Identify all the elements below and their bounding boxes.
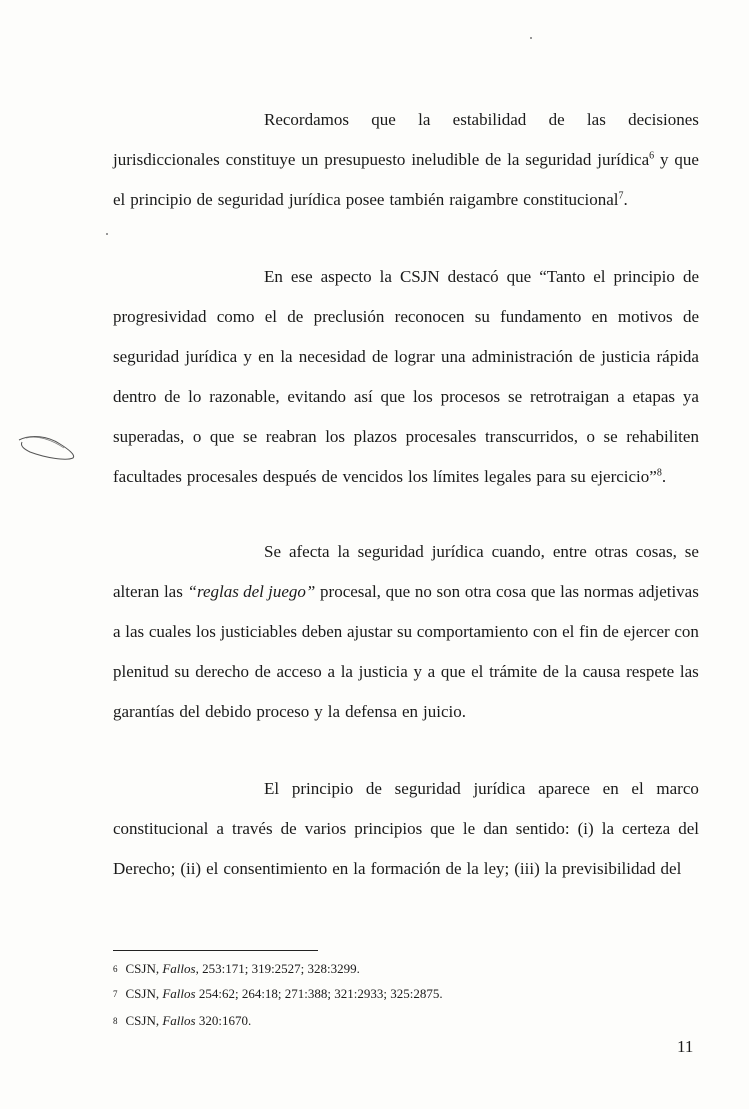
word: que: [440, 662, 466, 681]
footnote-title: Fallos: [162, 986, 196, 1001]
word: de: [280, 819, 297, 838]
word: cuando,: [491, 542, 545, 561]
footnote-mark: 7: [113, 989, 118, 999]
word: ineludible: [411, 150, 480, 169]
word: principios: [354, 819, 423, 838]
word: los: [195, 622, 216, 641]
word: para: [536, 467, 566, 486]
word: o: [586, 427, 595, 446]
word: acceso: [276, 662, 322, 681]
word: que: [371, 110, 396, 129]
paragraph-seguridad-juridica: [113, 100, 699, 220]
word: entre: [552, 542, 587, 561]
word: presupuesto: [324, 150, 406, 169]
footnote-divider: [113, 950, 318, 951]
text-line: [113, 809, 699, 849]
word: las: [125, 622, 145, 641]
word: deben: [301, 622, 343, 641]
footnote-title: Fallos: [162, 961, 196, 976]
word: a: [327, 662, 335, 681]
word: derecho: [195, 662, 250, 681]
word: de: [196, 190, 213, 209]
footnote-8: [113, 1013, 251, 1029]
word: aparece: [538, 779, 590, 798]
word: y: [413, 662, 422, 681]
word: ya: [682, 387, 699, 406]
word: etapas: [632, 387, 675, 406]
word: El: [264, 779, 280, 798]
word: seguridad: [217, 190, 284, 209]
word: posee: [345, 190, 385, 209]
word: varios: [304, 819, 347, 838]
word: ejercicio”: [590, 467, 657, 486]
word: trámite: [489, 662, 538, 681]
footnote-title: Fallos: [162, 1013, 196, 1028]
word: decisiones: [628, 110, 699, 129]
word: de: [365, 779, 382, 798]
text-line: [113, 769, 699, 809]
scan-speck: [106, 233, 108, 235]
word: jurídica: [473, 779, 526, 798]
word: que: [385, 582, 411, 601]
word: se: [684, 542, 699, 561]
footnote-refs: 254:62; 264:18; 271:388; 321:2933; 325:2875.: [195, 986, 443, 1001]
word: cosas,: [635, 542, 677, 561]
word: Derecho;: [113, 859, 176, 878]
word: la: [280, 347, 293, 366]
footnote-mark: 6: [113, 964, 118, 974]
word: fundamento: [500, 307, 582, 326]
word: rápida: [656, 347, 699, 366]
word: marco: [656, 779, 699, 798]
word: su: [396, 622, 413, 641]
text-line: [113, 180, 699, 220]
word: en: [258, 347, 275, 366]
word: seguridad: [113, 347, 180, 366]
word: garantías: [113, 702, 175, 721]
word: principio: [291, 779, 354, 798]
word: Recordamos: [264, 110, 349, 129]
word: en: [591, 307, 608, 326]
word: alteran: [113, 582, 160, 601]
text-line: [113, 257, 699, 297]
word: jurídica: [185, 347, 238, 366]
footnote-reference: 7: [618, 190, 624, 202]
word: formación: [370, 859, 441, 878]
word: y: [660, 150, 669, 169]
text-line: [113, 652, 699, 692]
word: del: [179, 702, 201, 721]
word: reabran: [265, 427, 317, 446]
word: la: [418, 110, 431, 129]
word: afecta: [288, 542, 330, 561]
word: jurídica: [288, 190, 341, 209]
word: no: [414, 582, 432, 601]
word: como: [216, 307, 255, 326]
word: adjetivas: [638, 582, 699, 601]
word: su: [570, 467, 586, 486]
footnote-mark: 8: [113, 1016, 118, 1026]
word: través: [231, 819, 273, 838]
word: de: [485, 150, 502, 169]
word: con: [674, 622, 699, 641]
word: motivos: [617, 307, 673, 326]
word: y: [243, 347, 252, 366]
word-with-footnote-ref: [523, 180, 628, 220]
word: el: [471, 662, 484, 681]
word: seguridad: [394, 779, 461, 798]
word: respete: [626, 662, 675, 681]
word: que: [506, 267, 532, 286]
word: procesales: [405, 427, 477, 446]
word: en: [332, 859, 349, 878]
word: reconocen: [394, 307, 465, 326]
word: necesidad: [298, 347, 366, 366]
word: la: [507, 150, 520, 169]
word: la: [601, 819, 614, 838]
word: rehabiliten: [626, 427, 699, 446]
word: otras: [594, 542, 628, 561]
punctuation: .: [661, 467, 667, 486]
word: de: [321, 467, 338, 486]
footnote-refs: , 253:171; 319:2527; 328:3299.: [195, 961, 360, 976]
word: otra: [464, 582, 492, 601]
word: seguridad: [357, 542, 424, 561]
word: estabilidad: [452, 110, 527, 129]
word: dan: [483, 819, 508, 838]
footnote-source: CSJN,: [125, 961, 160, 976]
word: (i): [577, 819, 594, 838]
text-line: [113, 849, 699, 889]
word: razonable,: [209, 387, 280, 406]
word: progresividad: [113, 307, 207, 326]
word: “Tanto: [539, 267, 586, 286]
word: una: [441, 347, 466, 366]
word: administración: [471, 347, 573, 366]
text-line: [113, 377, 699, 417]
word: de: [548, 110, 565, 129]
word: causa: [582, 662, 621, 681]
word: los: [408, 467, 428, 486]
text-line: [113, 532, 699, 572]
word: a: [113, 622, 121, 641]
word-with-footnote-ref: [597, 140, 654, 180]
word: la: [466, 859, 479, 878]
word: cosa: [495, 582, 527, 601]
word: y: [314, 702, 323, 721]
word: el: [113, 190, 126, 209]
word: de: [682, 307, 699, 326]
word: el: [562, 622, 575, 641]
word: fin: [579, 622, 598, 641]
footnote-reference: 6: [649, 150, 655, 162]
word: límites: [432, 467, 480, 486]
word: retrotraigan: [529, 387, 610, 406]
word-with-footnote-ref: [591, 457, 666, 497]
text-line: [113, 297, 699, 337]
word: a: [427, 662, 436, 681]
word: de: [164, 387, 181, 406]
word: previsibilidad: [562, 859, 656, 878]
word: la: [337, 542, 350, 561]
word: principio: [613, 267, 675, 286]
word: procesal,: [320, 582, 381, 601]
word: ese: [290, 267, 313, 286]
text-line: [113, 417, 699, 457]
word: a: [617, 387, 625, 406]
text-line: [113, 457, 699, 497]
word: consentimiento: [223, 859, 328, 878]
word: (ii): [180, 859, 202, 878]
word: se: [242, 427, 258, 446]
word: ajustar: [346, 622, 393, 641]
word: las: [586, 110, 606, 129]
word: se: [603, 427, 618, 446]
word: que: [209, 427, 235, 446]
scan-speck: [530, 37, 532, 39]
word: un: [301, 150, 319, 169]
text-line: [113, 337, 699, 377]
word: normas: [583, 582, 634, 601]
footnote-source: CSJN,: [125, 986, 160, 1001]
word: transcurridos,: [484, 427, 578, 446]
word: el: [264, 307, 278, 326]
word: le: [462, 819, 476, 838]
word: plenitud: [113, 662, 169, 681]
word: después: [262, 467, 317, 486]
word: su: [474, 307, 490, 326]
word: que: [380, 387, 406, 406]
footnote-7: [113, 986, 443, 1002]
word: defensa: [345, 702, 397, 721]
footnote-source: CSJN,: [125, 1013, 160, 1028]
word: de: [254, 662, 271, 681]
margin-scribble-icon: [16, 428, 78, 466]
text-line: [113, 572, 699, 612]
word: de: [578, 347, 596, 366]
text-line: [113, 612, 699, 652]
text-line: [113, 692, 699, 732]
word: de: [542, 662, 559, 681]
word: del: [660, 859, 682, 878]
word: en: [402, 702, 419, 721]
word: también: [389, 190, 445, 209]
paragraph-csjn-progresividad: [113, 257, 699, 497]
word: jurisdiccionales: [113, 150, 220, 169]
page-number: 11: [677, 1037, 694, 1056]
word: seguridad: [525, 150, 592, 169]
word: procesos: [440, 387, 501, 406]
word: CSJN: [399, 267, 440, 286]
word: aspecto: [320, 267, 372, 286]
word: preclusión: [313, 307, 385, 326]
word: raigambre: [449, 190, 519, 209]
word: de: [372, 347, 389, 366]
word: sentido:: [515, 819, 570, 838]
word: En: [264, 267, 283, 286]
word: la: [327, 702, 341, 721]
word: de: [445, 859, 462, 878]
italic-phrase: “reglas del juego”: [187, 582, 316, 601]
word: justiciables: [220, 622, 297, 641]
word: legales: [484, 467, 532, 486]
word: constitucional: [523, 190, 619, 209]
word: superadas,: [113, 427, 185, 446]
text-line: [113, 100, 699, 140]
word: lograr: [394, 347, 435, 366]
word: a: [216, 819, 224, 838]
word: jurídica: [431, 542, 484, 561]
word: son: [436, 582, 461, 601]
word: evitando: [287, 387, 346, 406]
paragraph-reglas-del-juego: [113, 532, 699, 732]
word: así: [353, 387, 373, 406]
word: la: [340, 662, 353, 681]
paragraph-marco-constitucional: [113, 769, 699, 889]
word: (iii): [514, 859, 540, 878]
word: los: [412, 387, 433, 406]
text-line: [113, 140, 699, 180]
word: cuales: [148, 622, 192, 641]
word: la: [353, 859, 366, 878]
footnote-refs: 320:1670.: [195, 1013, 252, 1028]
word: justicia: [358, 662, 408, 681]
word: proceso: [256, 702, 310, 721]
word: Se: [264, 542, 281, 561]
word: lo: [188, 387, 202, 406]
word: constitucional: [113, 819, 209, 838]
word: juicio.: [423, 702, 467, 721]
word: que: [430, 819, 455, 838]
footnote-6: [113, 961, 360, 977]
word: las: [560, 582, 579, 601]
word: certeza: [622, 819, 671, 838]
word: en: [602, 779, 619, 798]
word: facultades: [113, 467, 182, 486]
word: justicia: [601, 347, 651, 366]
word: del: [678, 819, 699, 838]
word: plazos: [353, 427, 398, 446]
word: la: [544, 859, 558, 878]
word: las: [163, 582, 183, 601]
word: vencidos: [342, 467, 404, 486]
word: que: [674, 150, 699, 169]
word: de: [287, 307, 304, 326]
word: se: [507, 387, 523, 406]
footnote-reference: 8: [656, 467, 662, 479]
word: su: [174, 662, 190, 681]
word: procesales: [186, 467, 258, 486]
word: de: [682, 267, 699, 286]
word: destacó: [447, 267, 499, 286]
word: el: [593, 267, 606, 286]
word: que: [530, 582, 556, 601]
word: con: [532, 622, 558, 641]
punctuation: .: [623, 190, 628, 209]
word: de: [602, 622, 619, 641]
word: las: [679, 662, 699, 681]
word: el: [206, 859, 219, 878]
word: la: [564, 662, 577, 681]
word: o: [192, 427, 202, 446]
word: los: [325, 427, 346, 446]
word: la: [379, 267, 392, 286]
word: jurídica: [597, 150, 650, 169]
word: debido: [205, 702, 252, 721]
word: dentro: [113, 387, 157, 406]
word: comportamiento: [416, 622, 529, 641]
word: el: [631, 779, 644, 798]
word: ley;: [483, 859, 510, 878]
word: constituye: [225, 150, 296, 169]
word: principio: [130, 190, 192, 209]
word: ejercer: [623, 622, 670, 641]
